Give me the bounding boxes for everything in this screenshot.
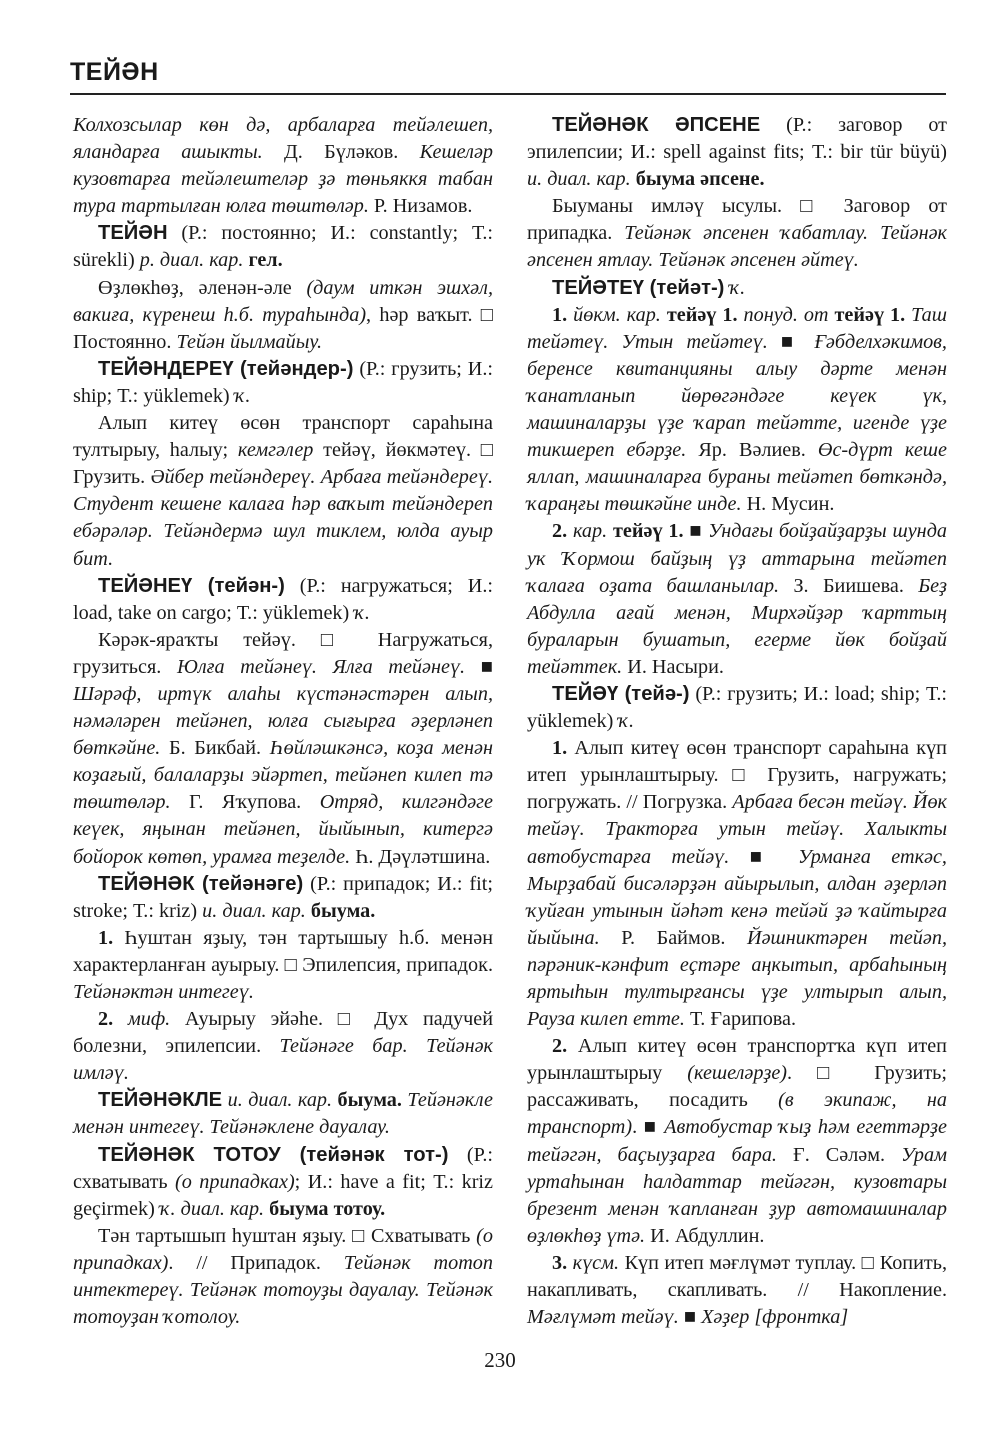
text-run: , һәр ваҡыт. □ Постоянно.	[73, 303, 493, 353]
entry-paragraph	[73, 627, 493, 871]
bold-text: тейәү 1.	[828, 303, 906, 326]
page-number: 230	[484, 1348, 516, 1372]
text-run: ■	[678, 1306, 702, 1329]
text-run: Т. Ғарипова.	[684, 1008, 797, 1031]
entry-paragraph	[527, 112, 947, 193]
headword: ТЕЙӘН	[98, 222, 168, 245]
text-run: Һуштан яҙыу, тән тартышыу һ.б. менән характерланған ауырыу. □ Эпилепсия, припадок.	[73, 926, 493, 976]
italic-text: Таш тейәтеү. Утын тейәтеү.	[527, 303, 948, 353]
text-run: (Р.: припадок; И.: fit; stroke; Т.: kriz)	[73, 872, 493, 922]
text-run: (Р.: заговор от эпилепсии; И.: spell against fits; Т.: bir tür büyü)	[527, 114, 947, 164]
text-run: (Р.: нагружаться; И.: load, take on cargo; Т.: yüklemek)	[73, 574, 493, 624]
headword: ТЕЙӘНӘКЛЕ	[98, 1089, 223, 1112]
text-run: (Р.: грузить; И.: load; ship; Т.: yüklemek)	[527, 682, 947, 733]
text-run: . ■	[632, 1116, 665, 1139]
text-run: Һ. Дәүләтшина.	[350, 845, 491, 868]
text-run: Р. Низамов.	[368, 195, 473, 218]
header-rule	[70, 93, 946, 95]
italic-text: Хәҙер [фронтка]	[701, 1306, 849, 1329]
bold-text: тейәү 1.	[607, 520, 684, 543]
entry-paragraph	[527, 302, 947, 519]
italic-text: Арбаға бесән тейәү. Йөк тейәү. Тракторға утын тейәү. Халыкты автобустарға тейәү.	[527, 791, 947, 868]
italic-text: и. диал. кар.	[527, 168, 631, 191]
text-run: Өҙлөкһөҙ, әленән-әле	[98, 276, 307, 299]
italic-text: Шәрәф, иртүк алаһы күстәнәстәрен алып, нәмәләрен тейәнеп, юлға сығырға әҙерләнеп бөткәйне.	[73, 682, 493, 760]
entry-paragraph	[73, 1006, 493, 1087]
entry-paragraph	[73, 275, 493, 356]
italic-text: күсм.	[572, 1251, 620, 1274]
italic-text: Мәғлүмәт тейәү.	[527, 1306, 679, 1329]
bold-text: тейәү 1.	[660, 303, 738, 326]
text-run: (Р.: постоянно; И.: constantly; Т.: sürekli)	[73, 222, 493, 272]
italic-text: Отряд, килгәндәге кеүек, яңынан тейәнеп, йыйынып, китергә бойорок көтөп, урамға теҙелде.	[73, 791, 493, 868]
entry-paragraph	[73, 410, 493, 573]
entry-paragraph	[73, 871, 493, 925]
entry-paragraph	[73, 112, 493, 220]
italic-text: кемгәлер	[237, 439, 314, 462]
italic-text: Тейән йылмайыу.	[176, 330, 323, 353]
italic-text: Әйбер тейәндереү. Арбаға тейәндереү. Студент кешене калаға һәр ваҡыт тейәндереп ебәрәләр. Тейәндермә шул тиклем, юлда ауыр бит.	[73, 466, 493, 570]
bold-text: быума әпсене.	[630, 168, 765, 191]
italic-text: Урам уртаһынан һалдаттар тейәгән, кузовтары брезент менән ҡапланған ҙур автомашиналар өҙлөкһөҙ үтә.	[527, 1143, 948, 1247]
text-run: Алып китеү өсөн транспорт сараһына күп итеп урынлаштырыу. □ Грузить, нагружать; погружать. // Погрузка.	[527, 737, 947, 814]
italic-text: Тейәнәге бар. Тейәнәк имләү.	[73, 1035, 493, 1085]
entry-paragraph	[73, 1223, 493, 1331]
bold-text: быума.	[305, 899, 376, 922]
bold-text: 1.	[552, 737, 568, 760]
italic-text: Ундағы бойҙайҙарҙы шунда уҡ Ҡормош байҙың үҙ аттарына тейәтеп ҡалаға оҙата башланылар.	[527, 520, 948, 597]
italic-text: Тейәнәкле менән интегеү. Тейәнәклене дауалау.	[73, 1089, 494, 1139]
headword: ТЕЙӘНЕҮ (тейән-)	[98, 574, 285, 597]
italic-text: р. диал. кар.	[139, 249, 244, 272]
right-column	[527, 112, 947, 1331]
italic-text: Юлға тейәнеү. Ялға тейәнеү.	[176, 655, 466, 678]
italic-text: и. диал. кар.	[227, 1089, 333, 1112]
text-run: ; И.: have a fit; Т.: kriz geçirmek)	[73, 1170, 494, 1220]
bold-text: 2.	[98, 1008, 114, 1031]
headword: ТЕЙӘТЕҮ (тейәт-)	[552, 276, 725, 299]
italic-text: (кешеләрҙе)	[687, 1062, 788, 1085]
italic-text: Йәшниктәрен тейәп, пәрәник-кәнфит еҫтәре аңкытып, арбаһының яртыһын тултырғансы үҙе ултырып алып, Рауза килеп етте.	[527, 926, 947, 1031]
italic-text: ҡ.	[234, 384, 251, 407]
text-run: Б. Бикбай.	[160, 737, 270, 760]
text-run: Яр. Вәлиев.	[686, 439, 818, 462]
entry-paragraph	[73, 925, 493, 1006]
entry-paragraph	[527, 735, 947, 1033]
italic-text: кар.	[572, 520, 608, 543]
text-run: Г. Яҡупова.	[170, 791, 320, 814]
bold-text: гел.	[243, 249, 283, 272]
italic-text: Һөйләшкәнсә, коҙа менән коҙағый, балаларҙы эйәртеп, тейәнеп килеп тә төштөләр.	[73, 737, 494, 814]
entry-paragraph	[527, 681, 947, 735]
text-run: Күп итеп мәғлүмәт туплау. □ Копить, накапливать, скапливать. // Накопление.	[527, 1251, 947, 1302]
headword: ТЕЙӘНӘК ТОТОУ (тейәнәк тот-)	[98, 1143, 449, 1166]
entry-paragraph	[527, 1033, 947, 1250]
text-run: ■	[465, 655, 493, 678]
entry-paragraph	[73, 1087, 493, 1141]
italic-text: ҡ.	[729, 276, 746, 299]
text-run: Алып китеү өсөн транспорт сараһына тултырыу, һалыу;	[73, 412, 493, 462]
running-head: ТЕЙӘН	[70, 58, 159, 86]
headword: ТЕЙӘНӘК ӘПСЕНЕ	[552, 114, 761, 136]
bold-text: 1.	[98, 926, 114, 949]
italic-text: Беҙ Абдулла ағай менән, Мирхәйҙәр ҡарттың бураларын бушатып, егерме йөк бойҙай тейәттек.	[527, 574, 947, 678]
italic-text: Өс-дүрт кеше яллап, машиналарға бураны тейәтеп бөткәндә, ҡараңғы төшкәйне инде.	[527, 439, 948, 516]
text-run: И. Насыри.	[622, 655, 724, 678]
text-run: ■	[729, 845, 798, 868]
bold-text: 2.	[552, 1035, 568, 1058]
headword: ТЕЙӘНӘК (тейәнәге)	[98, 872, 304, 895]
italic-text: Тейәнәк тотоп интектереү. Тейәнәк тотоуҙы дауалау. Тейәнәк тотоуҙан ҡотолоу.	[73, 1251, 493, 1329]
text-run: Ауырыу эйәһе. □ Дух падучей болезни, эпилепсии.	[73, 1008, 494, 1058]
italic-text: йөкм. кар.	[573, 303, 661, 326]
left-column	[73, 112, 493, 1331]
text-run: Н. Мусин.	[741, 493, 835, 516]
text-run: И. Абдуллин.	[645, 1224, 765, 1247]
italic-text: (в экипаж, на транспорт)	[527, 1089, 947, 1139]
italic-text: Урманға еткәс, Мырҙабай бисәләрҙән айырылып, алдан әҙерләп ҡуйған утынын йәһәт кенә тейәй ҙә ҡайтырға йыйына.	[527, 845, 947, 949]
italic-text: Автобустар ҡыҙ һәм егеттәрҙе тейәгән, баҫыуҙарға бара.	[527, 1116, 947, 1166]
text-run: ■	[683, 520, 709, 543]
italic-text: Тейәнәктән интегеү.	[73, 981, 254, 1003]
bold-text: быума.	[332, 1089, 402, 1112]
entry-paragraph	[527, 275, 947, 302]
text-run: Д. Бүләков.	[262, 141, 420, 164]
text-run: . □ Грузить; рассаживать, посадить	[527, 1062, 947, 1112]
italic-text: Тейәнәк әпсенен ҡабатлау. Тейәнәк әпсенен ятлау. Тейәнәк әпсенен әйтеү.	[527, 222, 947, 272]
text-run: Быуманы имләү ысулы. □ Заговор от припадка.	[527, 195, 947, 245]
text-run: Тән тартышып һуштан яҙыу. □ Схватывать	[98, 1224, 477, 1247]
entry-paragraph	[73, 1142, 493, 1223]
text-run: . // Припадок.	[168, 1251, 344, 1274]
entry-paragraph	[527, 518, 947, 681]
text-run: тейәү, йөкмәтеү. □ Грузить.	[73, 439, 493, 489]
italic-text: (о припадках)	[175, 1170, 295, 1193]
italic-text: Колхозсылар көн дә, арбаларға тейәлешеп, яландарға ашыкты.	[73, 114, 493, 164]
entry-paragraph	[73, 356, 493, 410]
text-run: Кәрәк-яраҡты тейәү. □ Нагружаться, грузиться.	[73, 628, 493, 678]
entry-paragraph	[527, 1250, 947, 1331]
entry-paragraph	[527, 193, 947, 274]
text-run: Р. Баймов.	[599, 926, 747, 949]
headword: ТЕЙӘНДЕРЕҮ (тейәндер-)	[98, 357, 354, 380]
italic-text: миф.	[127, 1008, 171, 1031]
italic-text: понуд. от	[743, 303, 829, 326]
italic-text: Ғәбделхәкимов, беренсе квитанцияны алыу дәрте менән ҡанатланып йөрөгәндәге кеүек үк, машиналарҙы үҙе ҡарап тейәтте, игенде үҙе тикшереп ебәрҙе.	[527, 330, 947, 462]
italic-text: (даум иткән эшхәл, вакиға, күренеш һ.б. тураһында)	[73, 276, 493, 326]
italic-text: Кешеләр кузовтарға тейәлештеләр ҙә төньяккя табан тура тартылған юлға төштөләр.	[73, 141, 493, 218]
text-run: Ғ. Сәләм.	[776, 1143, 902, 1166]
italic-text: ҡ.	[354, 601, 370, 624]
bold-text: 2.	[552, 520, 568, 543]
text-run	[113, 1008, 128, 1030]
entry-paragraph	[73, 220, 493, 274]
italic-text: и. диал. кар.	[202, 899, 306, 922]
bold-text: 3.	[552, 1251, 568, 1274]
text-run: Алып китеү өсөн транспортҡа күп итеп урынлаштырыу	[527, 1035, 947, 1085]
italic-text: (о припадках)	[73, 1224, 493, 1274]
text-run: (Р.: грузить; И.: ship; Т.: yüklemek)	[73, 357, 494, 407]
entry-paragraph	[73, 573, 493, 627]
headword: ТЕЙӘҮ (тейә-)	[552, 682, 690, 705]
bold-text: быума тотоу.	[264, 1197, 386, 1220]
text-run: ■	[767, 330, 815, 353]
text-run: З. Биишева.	[779, 574, 919, 597]
italic-text: ҡ.	[618, 710, 635, 733]
bold-text: 1.	[552, 303, 568, 326]
italic-text: ҡ. диал. кар.	[159, 1197, 265, 1220]
text-run: (Р.: схватывать	[73, 1143, 493, 1193]
